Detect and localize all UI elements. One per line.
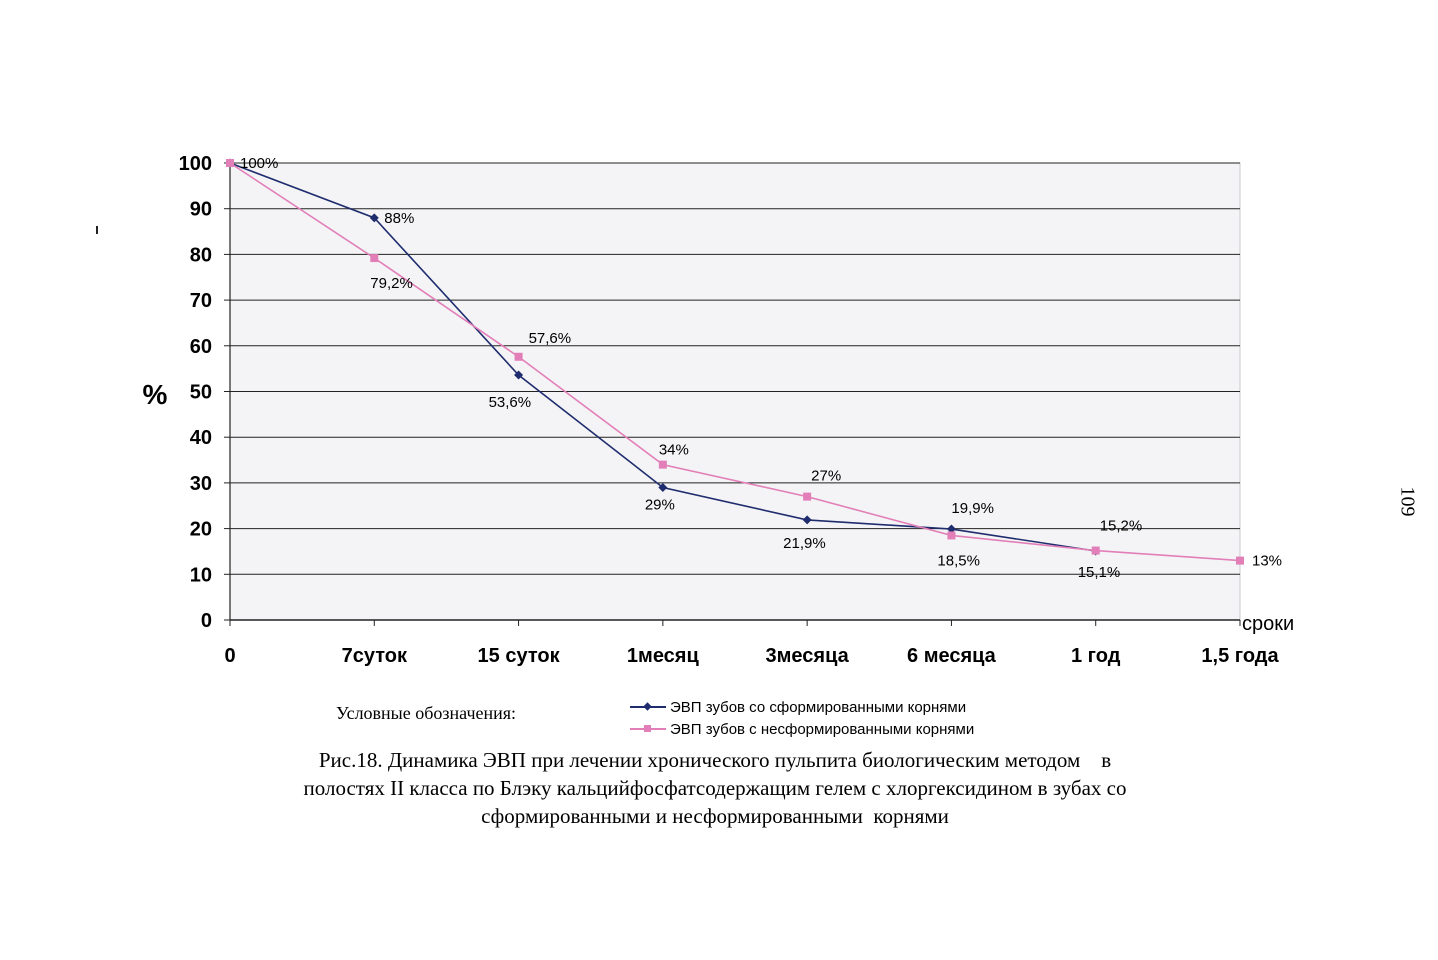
legend-swatch-formed — [630, 701, 666, 713]
caption-line-3: сформированными и несформированными корнями — [481, 804, 949, 828]
x-tick-label: 6 месяца — [907, 645, 996, 667]
data-label: 100% — [240, 155, 279, 172]
y-tick-label: 60 — [189, 335, 212, 358]
y-tick-label: 20 — [189, 518, 212, 541]
data-label: 19,9% — [951, 500, 994, 518]
data-label: 27% — [811, 467, 842, 485]
data-label: 57,6% — [528, 329, 572, 347]
data-point-square — [659, 461, 667, 469]
legend — [630, 696, 974, 740]
x-tick-label: 1месяц — [626, 645, 699, 667]
data-point-square — [515, 353, 523, 361]
y-tick-label: 70 — [189, 290, 212, 313]
x-tick-label: 1,5 года — [1201, 645, 1279, 667]
y-tick-label: 0 — [200, 610, 212, 632]
caption-line-1: Рис.18. Динамика ЭВП при лечении хронического пульпита биологическим методом в — [318, 748, 1112, 772]
data-point-square — [803, 493, 811, 501]
margin-mark — [96, 226, 98, 234]
legend-item-formed — [630, 696, 974, 718]
x-axis-title: сроки — [1242, 613, 1295, 635]
data-label: 15,1% — [1077, 563, 1121, 581]
y-tick-label: 90 — [189, 198, 212, 221]
figure-caption — [240, 746, 1190, 830]
y-tick-label: 50 — [189, 381, 212, 404]
data-point-square — [1236, 557, 1244, 565]
page-number: 109 — [1396, 486, 1419, 517]
data-label: 29% — [644, 496, 675, 514]
y-tick-label: 80 — [189, 244, 212, 267]
x-tick-label: 1 год — [1071, 645, 1121, 667]
data-point-square — [226, 159, 234, 167]
data-label: 88% — [384, 209, 415, 227]
y-tick-label: 30 — [189, 472, 212, 495]
y-tick-label: 40 — [189, 427, 212, 450]
data-label: 21,9% — [783, 534, 826, 552]
data-point-square — [1092, 547, 1100, 555]
data-label: 18,5% — [937, 552, 980, 570]
legend-swatch-unformed — [630, 723, 666, 735]
legend-label-unformed: ЭВП зубов с несформированными корнями — [670, 720, 975, 738]
data-point-square — [947, 531, 955, 539]
legend-item-unformed — [630, 718, 974, 740]
x-tick-label: 0 — [224, 645, 236, 667]
data-point-square — [370, 254, 378, 262]
legend-label-formed: ЭВП зубов со сформированными корнями — [670, 698, 967, 716]
data-label: 53,6% — [488, 394, 532, 412]
x-tick-label: 15 суток — [477, 645, 560, 667]
x-tick-label: 3месяца — [765, 645, 849, 667]
caption-line-2: полостях II класса по Блэку кальцийфосфатсодержащим гелем с хлоргексидином в зубах со — [303, 776, 1127, 800]
x-tick-label: 7суток — [341, 645, 407, 667]
y-tick-label: 100 — [178, 153, 212, 175]
y-axis-title: % — [142, 379, 168, 410]
data-label: 79,2% — [370, 275, 413, 293]
data-label: 15,2% — [1099, 517, 1143, 535]
legend-caption: Условные обозначения: — [336, 703, 517, 723]
data-label: 34% — [658, 441, 689, 459]
data-label: 13% — [1252, 552, 1283, 570]
y-tick-label: 10 — [189, 564, 212, 587]
